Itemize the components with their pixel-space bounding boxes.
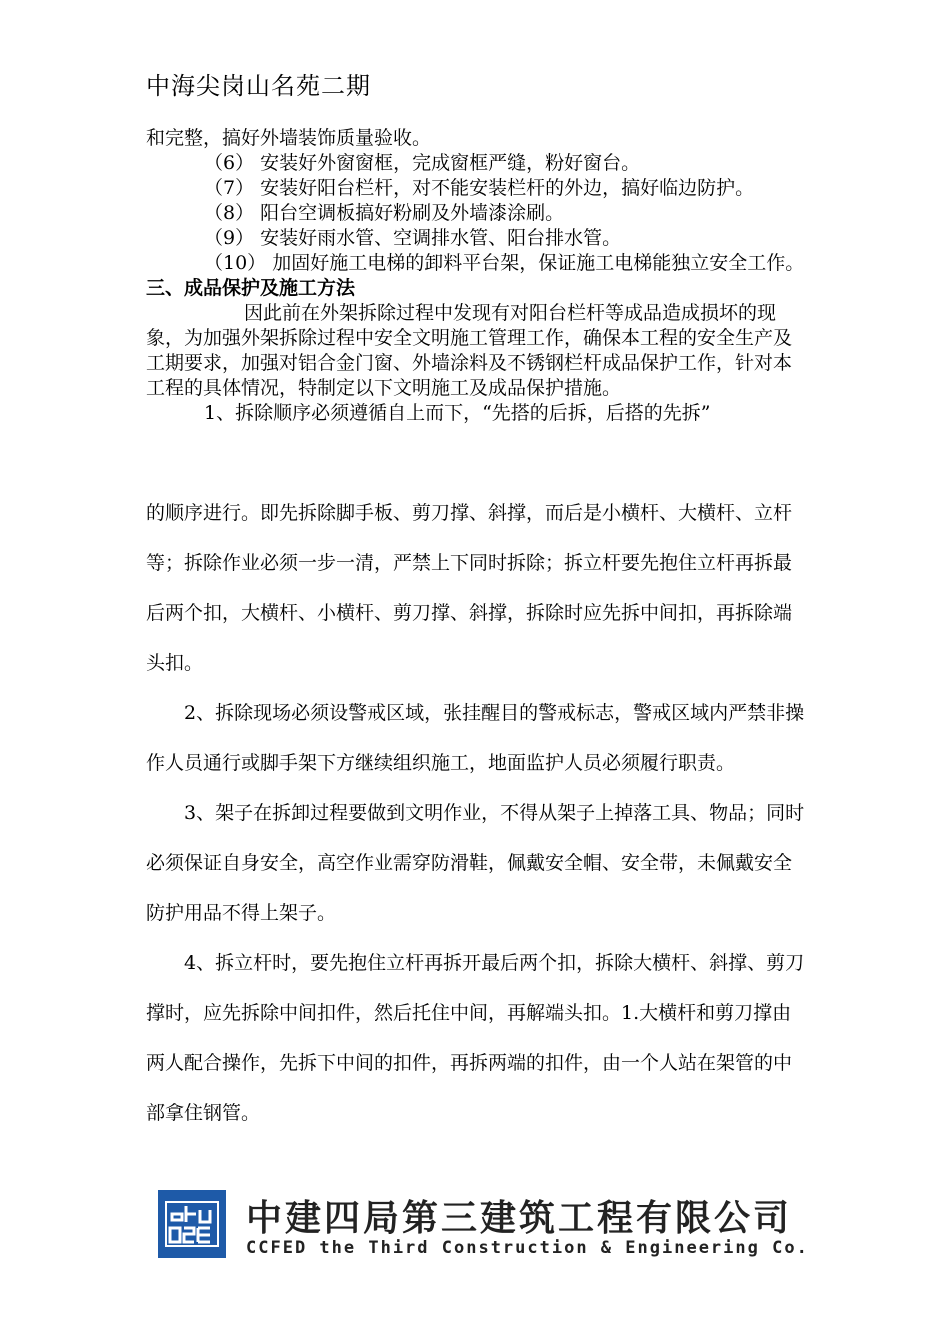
item-1-first-line: 1、拆除顺序必须遵循自上而下，“先搭的后拆，后搭的先拆” — [204, 402, 711, 424]
item-3-paragraph: 3、架子在拆卸过程要做到文明作业，不得从架子上掉落工具、物品；同时必须保证自身安全，高空作业需穿防滑鞋，佩戴安全帽、安全带，未佩戴安全防护用品不得上架子。 — [146, 802, 805, 924]
intro-paragraph: 因此前在外架拆除过程中发现有对阳台栏杆等成品造成损坏的现象，为加强外架拆除过程中安全文明施工管理工作，确保本工程的安全生产及工期要求，加强对铝合金门窗、外墙涂料及不锈钢栏杆成品保护工作，针对本工程的具体情况，特制定以下文明施工及成品保护措施。 — [146, 302, 793, 399]
item-2-paragraph: 2、拆除现场必须设警戒区域，张挂醒目的警戒标志，警戒区域内严禁非操作人员通行或脚手架下方继续组织施工，地面监护人员必须履行职责。 — [146, 702, 805, 774]
item-1-paragraph: 的顺序进行。即先拆除脚手板、剪刀撑、斜撑，而后是小横杆、大横杆、立杆等；拆除作业必须一步一清，严禁上下同时拆除；拆立杆要先抱住立杆再拆最后两个扣，大横杆、小横杆、剪刀撑、斜撑，拆除时应先拆中间扣，再拆除端头扣。 — [146, 502, 793, 674]
list-item: 和完整，搞好外墙装饰质量验收。 — [146, 127, 432, 149]
page-header-title: 中海尖岗山名苑二期 — [146, 72, 371, 100]
company-footer — [158, 1186, 838, 1262]
cscec-logo-icon — [158, 1190, 226, 1258]
section-heading: 三、成品保护及施工方法 — [146, 277, 356, 299]
item-4-paragraph: 4、拆立杆时，要先抱住立杆再拆开最后两个扣，拆除大横杆、斜撑、剪刀撑时，应先拆除中间扣件，然后托住中间，再解端头扣。1.大横杆和剪刀撑由两人配合操作，先拆下中间的扣件，再拆两端的扣件，由一个人站在架管的中部拿住钢管。 — [146, 952, 805, 1124]
company-name-english: CCFED the Third Construction & Engineering Co. — [246, 1238, 809, 1258]
list-item: （7） 安装好阳台栏杆，对不能安装栏杆的外边，搞好临边防护。 — [204, 177, 755, 199]
list-item: （10） 加固好施工电梯的卸料平台架，保证施工电梯能独立安全工作。 — [204, 252, 805, 274]
construction-steps-list — [146, 126, 810, 426]
list-item: （9） 安装好雨水管、空调排水管、阳台排水管。 — [204, 227, 622, 249]
list-item: （8） 阳台空调板搞好粉刷及外墙漆涂刷。 — [204, 202, 565, 224]
measures-list — [146, 488, 810, 1138]
company-name-chinese: 中建四局第三建筑工程有限公司 — [246, 1198, 793, 1239]
list-item: （6） 安装好外窗窗框，完成窗框严缝，粉好窗台。 — [204, 152, 641, 174]
